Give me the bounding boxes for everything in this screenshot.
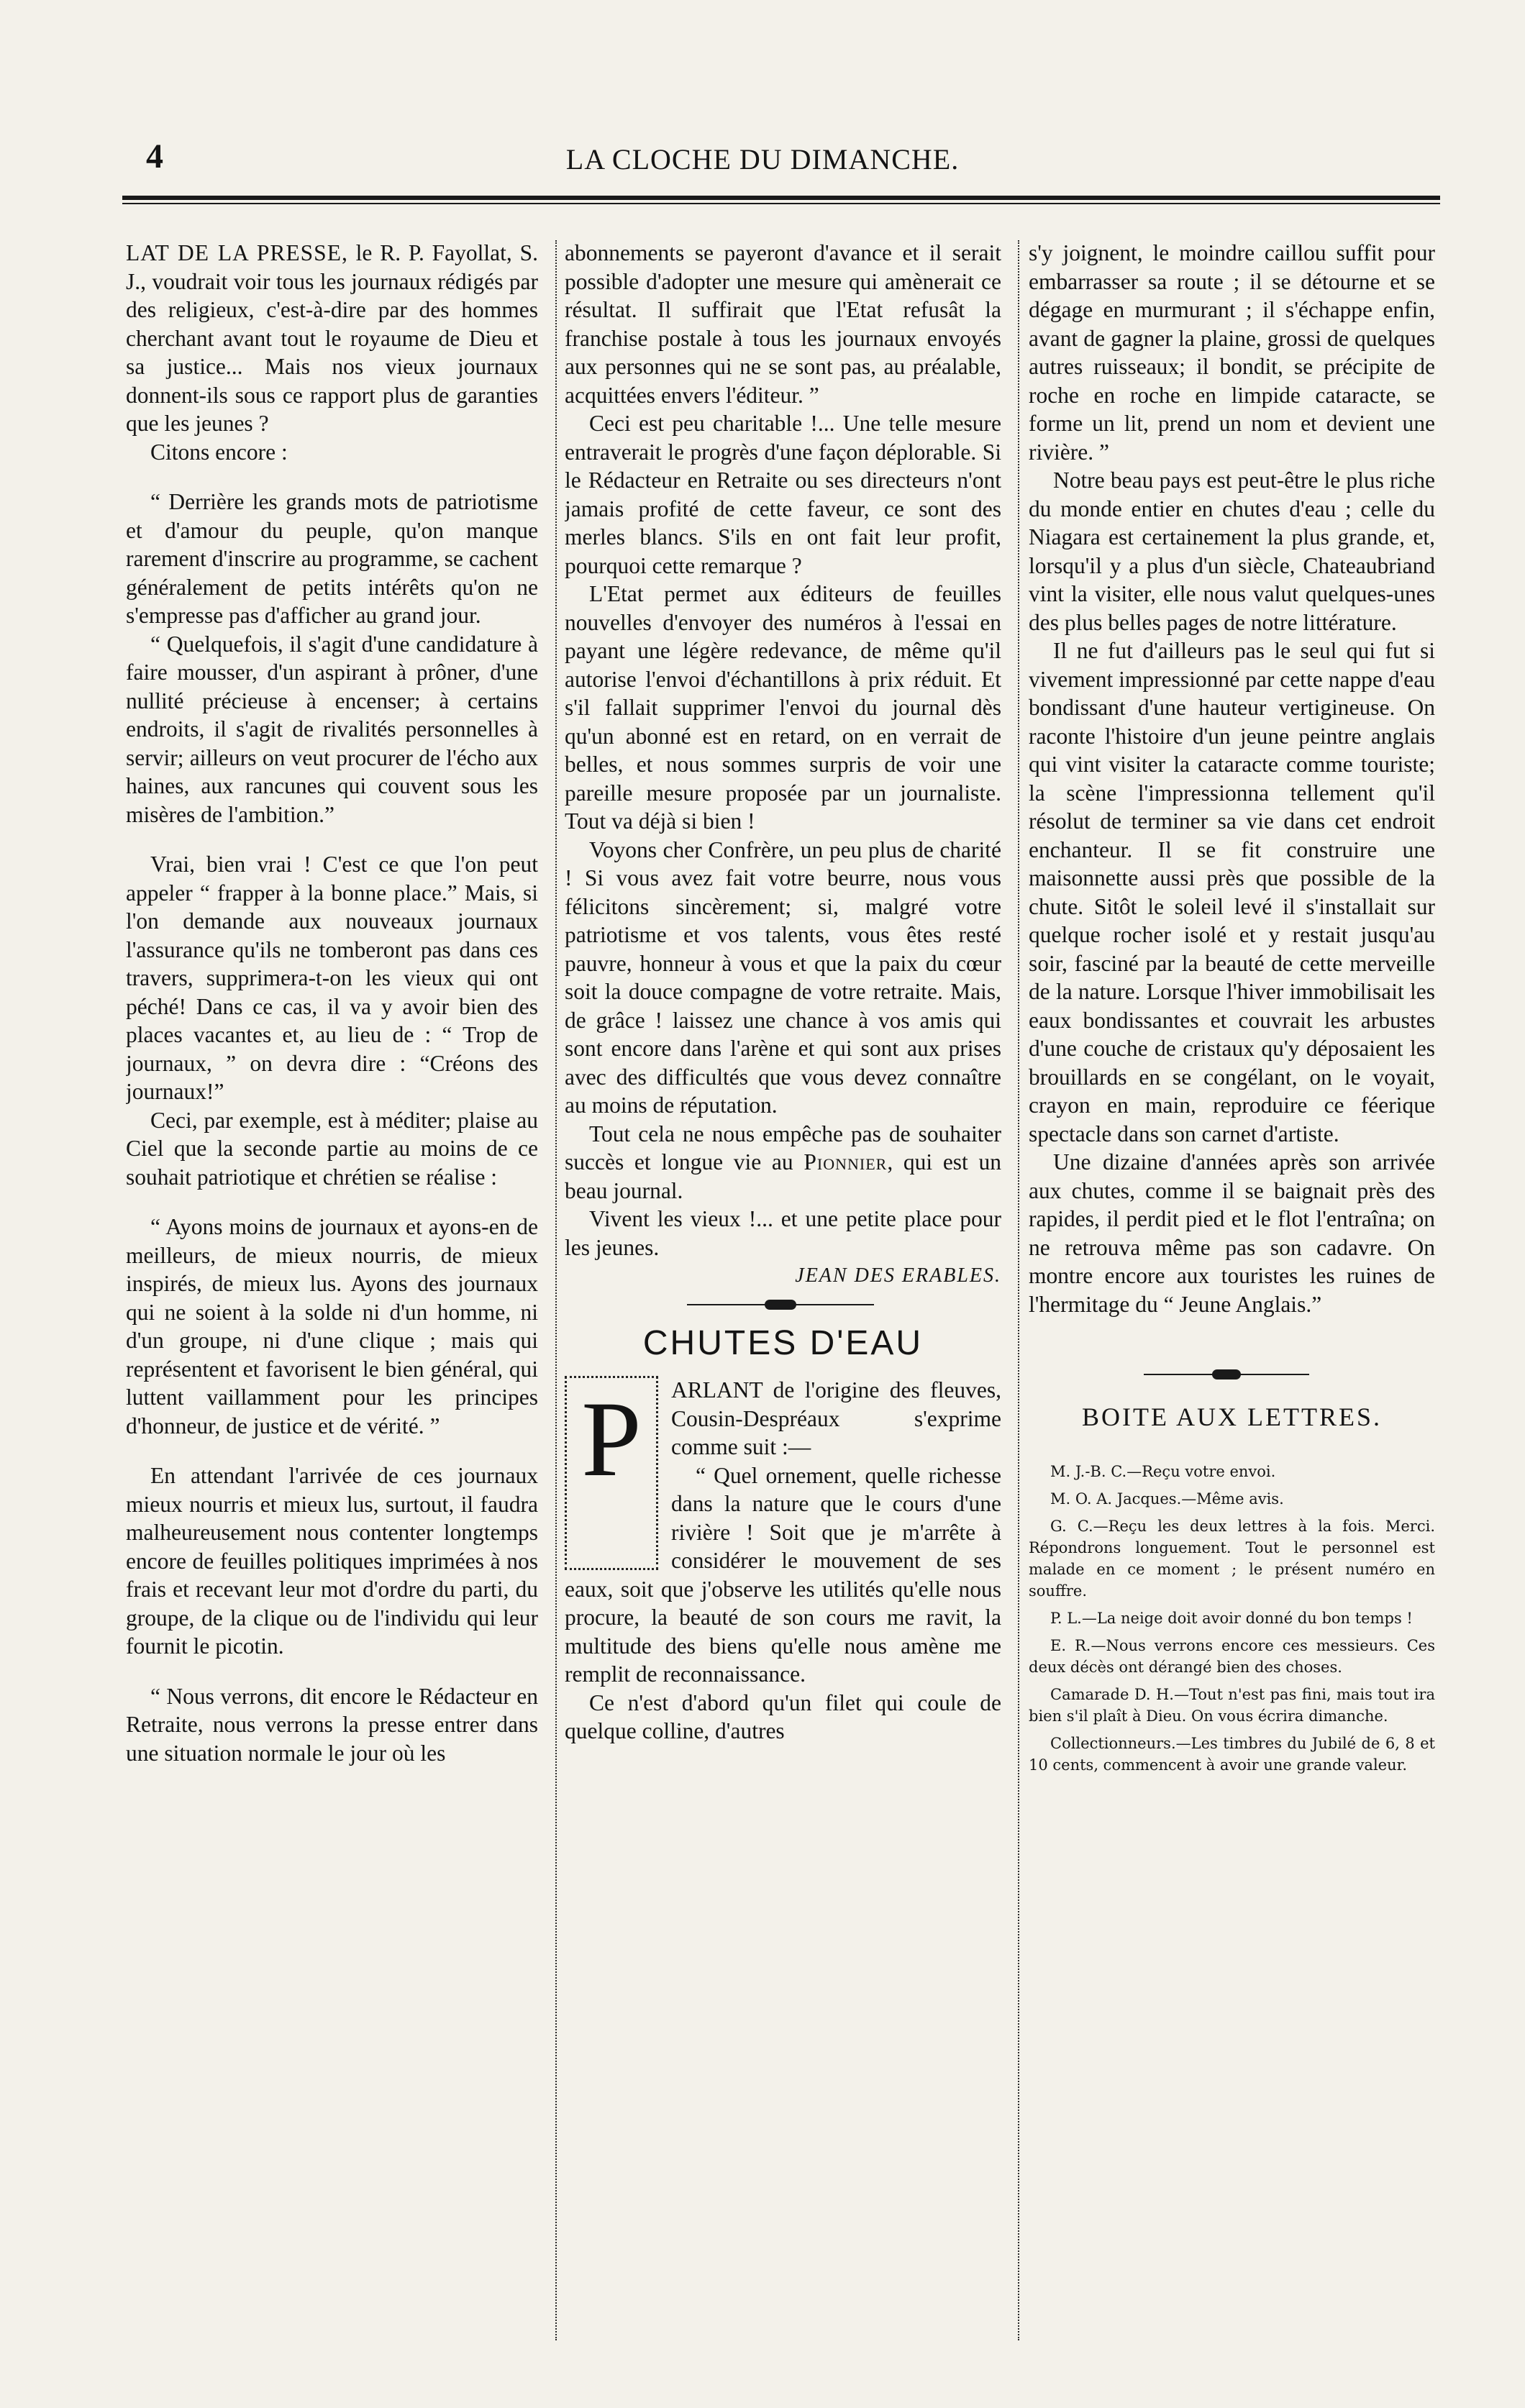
lead-in: LAT DE LA PRESSE,: [126, 240, 348, 265]
quote-paragraph: “ Derrière les grands mots de patriotisme et d'amour du peuple, qu'on manque rarement d'inscrire au programme, se cachent généralement de petits intérêts qu'on ne s'empresse pas d'afficher au grand jour.: [126, 489, 538, 628]
paragraph: [126, 239, 538, 438]
column-3: [1029, 239, 1435, 2361]
quote-paragraph: “ Nous verrons, dit encore le Rédacteur en Retraite, nous verrons la presse entrer dans une situation normale le jour où les: [126, 1683, 538, 1766]
paragraph: Une dizaine d'années après son arrivée aux chutes, comme il se baignait près des rapides, il perdit pied et le flot l'entraîna; on ne retrouva même pas son cadavre. On montre encore aux touristes les ruines de l'hermitage du “ Jeune Anglais.”: [1029, 1149, 1435, 1317]
quote-paragraph: “ Quel ornement, quelle richesse dans la nature que le cours d'une rivière ! Soit que je m'arrête à considérer le mouvement de ses eaux, soit que j'observe les utilités qu'elle nous procure, la beauté de son cours me ravit, la multitude des biens qu'elle nous amène me remplit de reconnaissance.: [565, 1462, 1001, 1687]
paragraph: Vrai, bien vrai ! C'est ce que l'on peut appeler “ frapper à la bonne place.” Mais, si l'on demande aux nouveaux journaux l'assurance qu'ils ne tomberont pas dans ces travers, supprimera-t-on les vieux qui ont péché! Dans ce cas, il va y avoir bien des places vacantes et, au lieu de : “ Trop de journaux, ” on devra dire : “Créons des journaux!”: [126, 852, 538, 1104]
newspaper-name: Pionnier: [804, 1149, 888, 1175]
paragraph-text: Tout cela ne nous empêche pas de souhaiter succès et longue vie au: [565, 1121, 1001, 1175]
mailbox-section-title: BOITE AUX LETTRES.: [1082, 1403, 1382, 1431]
section-title: CHUTES D'EAU: [642, 1323, 924, 1362]
header-rule-thin: [122, 203, 1440, 204]
quote-paragraph: “ Ayons moins de journaux et ayons-en de meilleurs, de mieux nourris, de mieux inspirés, de mieux lus. Ayons des journaux qui ne soient à la solde ni d'un homme, ni d'un groupe, ni d'une clique ; mais qui représentent et favorisent le bien général, qui luttent vaillamment pour les principes d'honneur, de justice et de vérité. ”: [126, 1214, 538, 1438]
letter-entry: G. C.—Reçu les deux lettres à la fois. Merci. Répondrons longuement. Tout le personnel est malade en ce moment ; le présent numéro en souffre.: [1029, 1517, 1435, 1600]
article-opening: [565, 1376, 1001, 1689]
page-number: 4: [146, 137, 163, 175]
paragraph: Citons encore :: [150, 439, 288, 465]
ornament-divider: [1029, 1367, 1435, 1382]
author-signature: JEAN DES ERABLES.: [795, 1264, 1001, 1287]
paragraph: Voyons cher Confrère, un peu plus de charité ! Si vous avez fait votre beurre, nous vous félicitons sincèrement; si, malgré votre patriotisme et vos talents, vous êtes resté pauvre, honneur à vous et que la paix du cœur soit la douce compagne de votre retraite. Mais, de grâce ! laissez une chance à vos amis qui sont encore dans l'arène et qui sont aux prises avec des difficultés que vous devez connaître au moins de réputation.: [565, 836, 1001, 1118]
letters-list: [1029, 1461, 1435, 1776]
letter-entry: M. O. A. Jacques.—Même avis.: [1050, 1490, 1284, 1508]
letter-entry: Camarade D. H.—Tout n'est pas fini, mais tout ira bien s'il plaît à Dieu. On vous écrira dimanche.: [1029, 1685, 1435, 1725]
letter-entry: M. J.-B. C.—Reçu votre envoi.: [1050, 1462, 1276, 1480]
paragraph: Notre beau pays est peut-être le plus riche du monde entier en chutes d'eau ; celle du Niagara est certainement la plus grande, et, lorsqu'il y a plus d'un siècle, Chateaubriand vint la visiter, elle nous valut quelques-unes des plus belles pages de notre littérature.: [1029, 468, 1435, 635]
paragraph: Ce n'est d'abord qu'un filet qui coule de quelque colline, d'autres: [565, 1689, 1001, 1743]
running-title: LA CLOCHE DU DIMANCHE.: [565, 143, 960, 175]
paragraph: L'Etat permet aux éditeurs de feuilles nouvelles d'envoyer des numéros à l'essai en payant une légère redevance, de même qu'il autorise l'envoi d'échantillons à prix réduit. Et s'il fallait supprimer l'envoi du journal dès qu'un abonné est en retard, on en verrait de belles, et nous sommes surpris de voir une pareille mesure proposée par un journaliste. Tout va déjà si bien !: [565, 581, 1001, 834]
header-rule-thick: [122, 196, 1440, 200]
paragraph: Vivent les vieux !... et une petite place pour les jeunes.: [565, 1206, 1001, 1260]
quote-paragraph: “ Quelquefois, il s'agit d'une candidature à faire mousser, d'un aspirant à prôner, d'une nullité précieuse à encenser; à certains endroits, il s'agit de rivalités personnelles à servir; ailleurs on veut procurer de l'écho aux haines, aux rancunes qui couvent sous les misères de l'ambition.”: [126, 631, 538, 827]
paragraph-text: le R. P. Fayollat, S. J., voudrait voir tous les journaux rédigés par des religieux, c'est-à-dire par des hommes cherchant avant tout le royaume de Dieu et sa justice... Mais nos vieux journaux donnent-ils sous ce rapport plus de garanties que les jeunes ?: [126, 240, 538, 436]
column-divider-1: [555, 240, 557, 2340]
drop-cap: P: [565, 1376, 658, 1570]
column-1: [126, 239, 538, 2361]
paragraph: s'y joignent, le moindre caillou suffit pour embarrasser sa route ; il se détourne et se dégage en murmurant ; il s'échappe enfin, avant de gagner la plaine, grossi de quelques autres ruisseaux; il bondit, se précipite de roche en roche en limpide cataracte, se forme un lit, prend un nom et devient une rivière. ”: [1029, 240, 1435, 465]
letter-entry: P. L.—La neige doit avoir donné du bon temps !: [1050, 1609, 1413, 1627]
paragraph: [565, 1120, 1001, 1205]
paragraph: Il ne fut d'ailleurs pas le seul qui fut si vivement impressionné par cette nappe d'eau bondissant d'une hauteur vertigineuse. On raconte l'histoire d'un jeune peintre anglais qui vint visiter la cataracte comme touriste; la scène l'impressionna tellement qu'il résolut de terminer sa vie dans cet endroit enchanteur. Il se fit construire une maisonnette aussi près que possible de la chute. Sitôt le soleil levé il s'installait sur quelque rocher isolé et y restait jusqu'au soir, fasciné par la beauté de cette merveille de la nature. Lorsque l'hiver immobilisait les eaux bondissantes et couvrait les arbustes d'une couche de cristaux qu'y déposaient les brouillards en se congélant, on le voyait, crayon en main, reproduire ce féerique spectacle dans son carnet d'artiste.: [1029, 638, 1435, 1146]
letter-entry: Collectionneurs.—Les timbres du Jubilé de 6, 8 et 10 cents, commencent à avoir une grande valeur.: [1029, 1734, 1435, 1774]
letter-entry: E. R.—Nous verrons encore ces messieurs. Ces deux décès ont dérangé bien des choses.: [1029, 1636, 1435, 1676]
paragraph-text: , qui est un beau journal.: [565, 1149, 1001, 1203]
paragraph: abonnements se payeront d'avance et il serait possible d'adopter une mesure qui amènerait ce résultat. Il suffirait que l'Etat refusât la franchise postale à tous les journaux envoyés aux personnes qui ne se sont pas, au préalable, acquittées envers l'éditeur. ”: [565, 240, 1001, 408]
paragraph: Ceci est peu charitable !... Une telle mesure entraverait le progrès d'une façon déplorable. Si le Rédacteur en Retraite ou ses directeurs n'ont jamais profité de cette faveur, ce sont des merles blancs. S'ils en ont fait leur profit, pourquoi cette remarque ?: [565, 411, 1001, 578]
column-2: [565, 239, 1001, 2361]
ornament-divider: [565, 1298, 1001, 1312]
column-divider-2: [1018, 240, 1019, 2340]
paragraph: En attendant l'arrivée de ces journaux mieux nourris et mieux lus, surtout, il faudra malheureusement nous contenter longtemps encore de feuilles politiques imprimées à nos frais et recevant leur mot d'ordre du parti, du groupe, de la clique ou de l'individu qui leur fournit le picotin.: [126, 1463, 538, 1659]
opening-caps: ARLANT: [671, 1377, 763, 1403]
paragraph: Ceci, par exemple, est à méditer; plaise au Ciel que la seconde partie au moins de ce souhait patriotique et chrétien se réalise :: [126, 1107, 538, 1190]
paragraph-text: de l'origine des fleuves, Cousin-Despréaux s'exprime comme suit :—: [671, 1377, 1001, 1459]
page-header: [0, 129, 1525, 187]
